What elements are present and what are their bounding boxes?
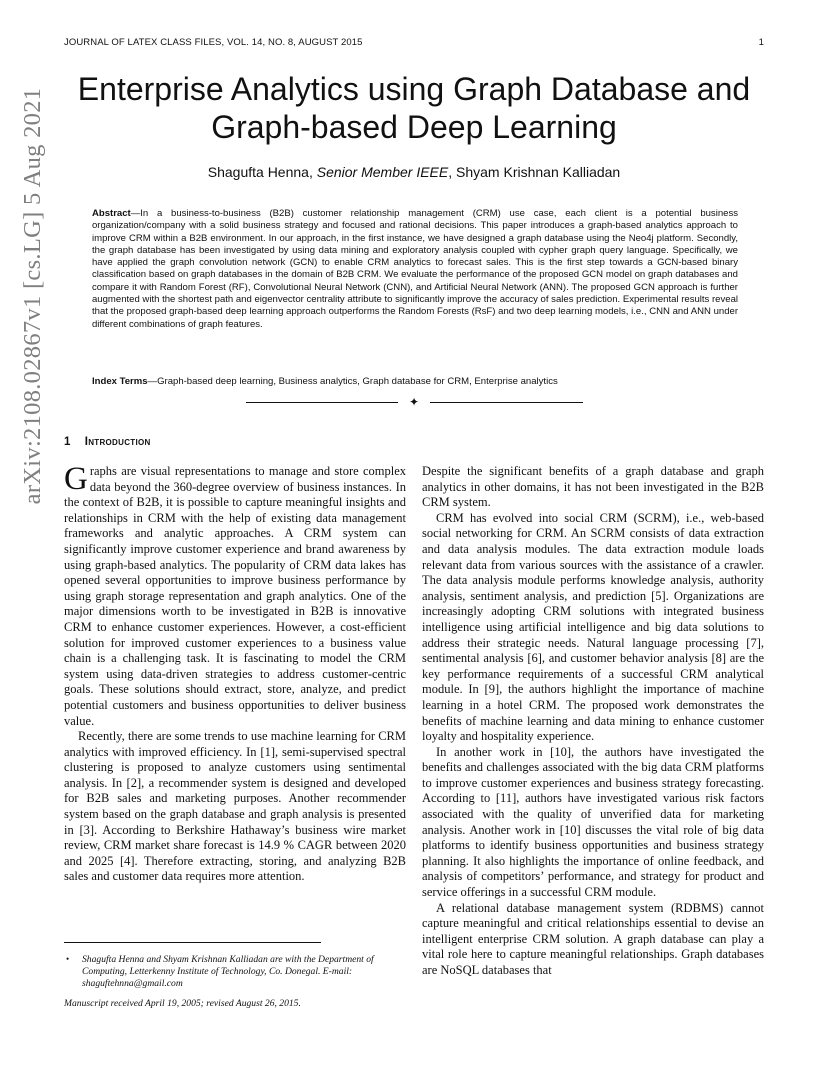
footnote-rule bbox=[64, 942, 321, 943]
paragraph: CRM has evolved into social CRM (SCRM), i.e., web-based social networking for CRM. An SCRM consists of data extraction and data analysis modules. The data extraction module loads relevant data from various sources with the assistance of a crawler. The data analysis module performs knowledge analysis, authority analysis, sentiment analysis, and prediction [5]. Organizations are increasingly adopting CRM solutions with integrated business intelligence using artificial intelligence and big data solutions to address their strategic needs. Natural language processing [7], sentimental analysis [6], and customer behavior analysis [8] are the key performance requirements of a successful CRM analytical module. In [9], the authors highlight the importance of machine learning in a hotel CRM. The proposed work demonstrates the benefits of machine learning and data mining to enhance customer loyalty and hospitality experience. bbox=[422, 510, 764, 744]
page-number: 1 bbox=[758, 37, 764, 48]
divider-diamond-icon: ✦ bbox=[408, 395, 420, 409]
author-role: Senior Member IEEE bbox=[316, 164, 449, 180]
left-column bbox=[64, 461, 406, 885]
index-terms-label: Index Terms bbox=[92, 376, 148, 387]
right-column bbox=[422, 464, 764, 979]
index-terms bbox=[92, 376, 738, 388]
divider-line-left bbox=[246, 402, 398, 403]
paragraph: In another work in [10], the authors have investigated the benefits and challenges associated with the big data CRM platforms to improve customer experiences and business strategy forecasting. According to [11], authors have investigated various risk factors associated with the quality of unverified data for marketing analysis. Another work in [10] discusses the vital role of big data platforms to identify business opportunities and business strategy planning. It also highlights the importance of online feedback, and analysis of competitors’ performance, and strategy for product and service offerings in a successful CRM module. bbox=[422, 744, 764, 900]
abstract-label: Abstract bbox=[92, 208, 131, 219]
drop-cap: G bbox=[64, 461, 88, 497]
section-number: 1 bbox=[64, 436, 71, 448]
manuscript-note: Manuscript received April 19, 2005; revised August 26, 2015. bbox=[64, 998, 301, 1009]
journal-info: JOURNAL OF LATEX CLASS FILES, VOL. 14, NO. 8, AUGUST 2015 bbox=[64, 37, 363, 48]
paragraph-text: raphs are visual representations to manage and store complex data beyond the 360-degree overview of business instances. In the context of B2B, it is possible to capture meaningful insights and relationships in CRM with the help of existing data management frameworks and analytic approaches. A CRM system can significantly improve customer experience and brand awareness by using graph-based analytics. The popularity of CRM data lakes has opened several opportunities to improve business performance by using graph storage representation and graph analytics. One of the major dimensions worth to be investigated in B2B is innovative CRM to enhance customer experiences. However, a cost-efficient solution for improved customer experiences to a business value chain is a challenging task. It is fascinating to model the CRM system using data-driven strategies to address customer-centric goals. These solutions should extract, store, analyze, and predict potential customers and business opportunities to deliver business value. bbox=[64, 464, 406, 728]
arxiv-stamp: arXiv:2108.02867v1 [cs.LG] 5 Aug 2021 bbox=[19, 87, 46, 505]
author-1: Shagufta Henna, bbox=[207, 164, 317, 180]
footnote-bullet: • bbox=[66, 954, 70, 964]
paragraph bbox=[64, 461, 406, 729]
paragraph: Recently, there are some trends to use machine learning for CRM analytics with improved efficiency. In [1], semi-supervised spectral clustering is proposed to analyze customers using sentimental analysis. In [2], a recommender system is designed and developed for B2B sales and marketing purposes. Another recommender system based on the graph database and graph analysis is presented in [3]. According to Berkshire Hathaway’s business wire market review, CRM market share forecast is 14.9 % CAGR between 2020 and 2025 [4]. Therefore extracting, storing, and analyzing B2B sales and customer data requires more attention. bbox=[64, 729, 406, 884]
paper-title: Enterprise Analytics using Graph Database and Graph-based Deep Learning bbox=[77, 71, 751, 145]
author-footnote bbox=[64, 954, 406, 989]
running-header bbox=[64, 37, 764, 48]
section-title: Introduction bbox=[84, 436, 151, 448]
abstract bbox=[92, 208, 738, 331]
footnote-text: Shagufta Henna and Shyam Krishnan Kalliadan are with the Department of Computing, Letterkenny Institute of Technology, Co. Donegal. E-mail: shaguftehnna@gmail.com bbox=[82, 954, 374, 989]
author-line bbox=[0, 164, 828, 180]
abstract-text: —In a business-to-business (B2B) customer relationship management (CRM) use case, each client is a potential business organization/company with a solid business strategy and focused and rational decisions. This paper introduces a graph-based analytics approach to improve CRM within a B2B environment. In our approach, in the first instance, we have designed a graph database using the Neo4j platform. Secondly, the graph database has been investigated by using data mining and exploratory analysis coupled with cypher graph query language. Specifically, we have applied the graph convolution network (GCN) to enable CRM analytics to forecast sales. This is the first step towards a GCN-based binary classification based on graph databases in the domain of B2B CRM. We evaluate the performance of the proposed GCN model on graph databases and compare it with Random Forest (RF), Convolutional Neural Network (CNN), and Artificial Neural Network (ANN). The proposed GCN approach is further augmented with the shortest path and eigenvector centrality attribute to significantly improve the accuracy of sales prediction. Experimental results reveal that the proposed graph-based deep learning approach outperforms the Random Forests (RsF) and two deep learning models, i.e., CNN and ANN under different combinations of graph features. bbox=[92, 208, 738, 330]
paragraph: Despite the significant benefits of a graph database and graph analytics in other domains, it has not been investigated in the B2B CRM system. bbox=[422, 464, 764, 510]
paragraph: A relational database management system (RDBMS) cannot capture meaningful and critical relationships essential to devise an intelligent enterprise CRM solution. A graph database can play a vital role here to capture meaningful relationships. Graph databases are NoSQL databases that bbox=[422, 900, 764, 977]
section-divider bbox=[0, 396, 828, 408]
index-terms-text: —Graph-based deep learning, Business analytics, Graph database for CRM, Enterprise analytics bbox=[147, 376, 558, 387]
author-2: , Shyam Krishnan Kalliadan bbox=[448, 164, 621, 180]
section-heading bbox=[64, 436, 151, 448]
divider-line-right bbox=[430, 402, 583, 403]
